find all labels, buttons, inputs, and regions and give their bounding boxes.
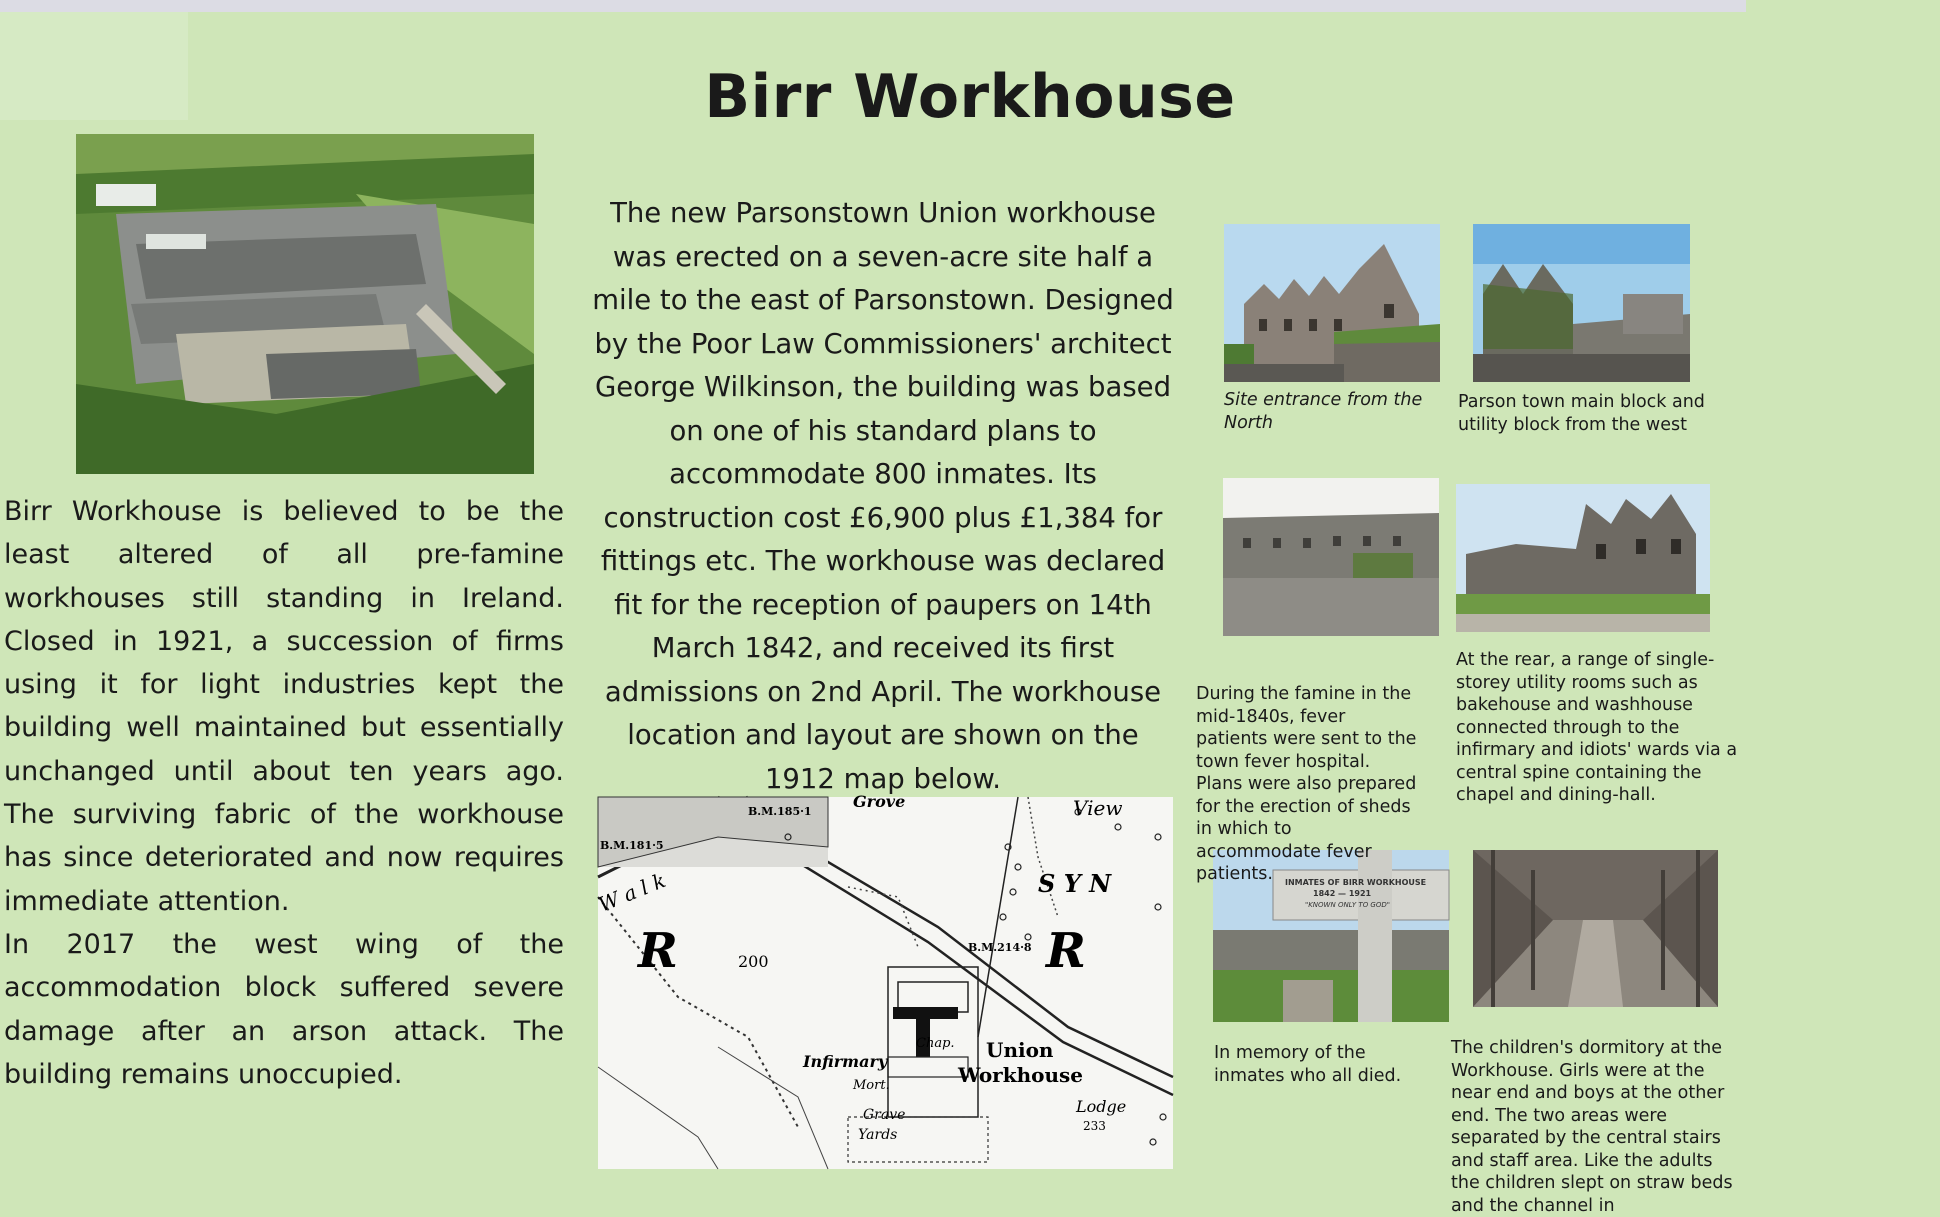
map-label-infirmary: Infirmary [803, 1052, 888, 1071]
map-label-contour: 200 [738, 952, 769, 971]
map-label-yards: Yards [858, 1127, 898, 1143]
map-label-lodge-num: 233 [1083, 1119, 1106, 1133]
memorial-sign-line1: INMATES OF BIRR WORKHOUSE [1285, 878, 1427, 887]
map-label-walk: W a l k [594, 868, 669, 917]
aerial-photo [76, 134, 534, 474]
site-entrance-photo [1224, 224, 1440, 382]
history-text [4, 490, 564, 1096]
map-label-view: View [1073, 796, 1123, 820]
map-label-r2: R [1046, 923, 1086, 979]
intro-text: The new Parsonstown Union workhouse was erected on a seven-acre site half a mile to the east of Parsonstown. Designed by the Poor Law Commissioners' architect George Wilkinson, the building was based on one of his standard plans to accommodate 800 inmates. Its construction cost £6,900 plus £1,384 for fittings etc. The workhouse was declared fit for the reception of paupers on 14th March 1842, and received its first admissions on 2nd April. The workhouse location and layout are shown on the 1912 map below. [592, 197, 1174, 795]
map-label-lodge: Lodge [1076, 1097, 1127, 1116]
caption-site-entrance: Site entrance from the North [1224, 390, 1423, 433]
rear-left-photo [1223, 478, 1439, 636]
map-label-bm2: B.M.181·5 [600, 839, 664, 852]
map-label-syn: S Y N [1038, 869, 1112, 898]
page-title: Birr Workhouse [704, 62, 1236, 132]
map-label-mort: Mort. [853, 1078, 890, 1093]
caption-dormitory: The children's dormitory at the Workhouse. Girls were at the near end and boys at the other end. The two areas were separated by the central stairs and staff area. Like the adults the children slept on straw beds and the channel in [1451, 1038, 1733, 1216]
map-label-r1: R [638, 923, 678, 979]
caption-main-block: Parson town main block and utility block from the west [1458, 392, 1705, 435]
memorial-sign-line2: 1842 — 1921 [1313, 889, 1372, 898]
map-label-bm1: B.M.185·1 [748, 805, 812, 818]
memorial-sign-line3: "KNOWN ONLY TO GOD" [1305, 901, 1390, 909]
map-1912 [594, 792, 1173, 1169]
main-block-photo [1473, 224, 1690, 382]
map-label-chap: Chap. [916, 1036, 955, 1051]
map-label-grove: Grove [853, 792, 906, 811]
map-label-workhouse: Workhouse [958, 1063, 1083, 1087]
map-label-union: Union [986, 1038, 1054, 1062]
history-paragraph: Birr Workhouse is believed to be the least altered of all pre-famine workhouses still standing in Ireland. Closed in 1921, a succession of firms using it for light industries kept the building well maintained but essentially unchanged until about ten years ago. The surviving fabric of the workhouse has since deteriorated and now requires immediate attention. [4, 496, 564, 917]
caption-memory: In memory of the inmates who all died. [1214, 1043, 1402, 1086]
map-label-grave: Grave [863, 1107, 906, 1123]
caption-famine: During the famine in the mid-1840s, fever patients were sent to the town fever hospital. Plans were also prepared for the erection of sheds in which to accommodate fever patients. [1196, 684, 1417, 884]
map-label-bm3: B.M.214·8 [968, 941, 1032, 954]
top-bar [0, 0, 1746, 12]
caption-rear-range: At the rear, a range of single-storey utility rooms such as bakehouse and washhouse connected through to the infirmary and idiots' wards via a central spine containing the chapel and dining-hall. [1456, 650, 1738, 805]
history-paragraph: In 2017 the west wing of the accommodation block suffered severe damage after an arson attack. The building remains unoccupied. [4, 928, 564, 1090]
dormitory-photo [1473, 850, 1718, 1007]
rear-range-photo [1456, 484, 1710, 632]
